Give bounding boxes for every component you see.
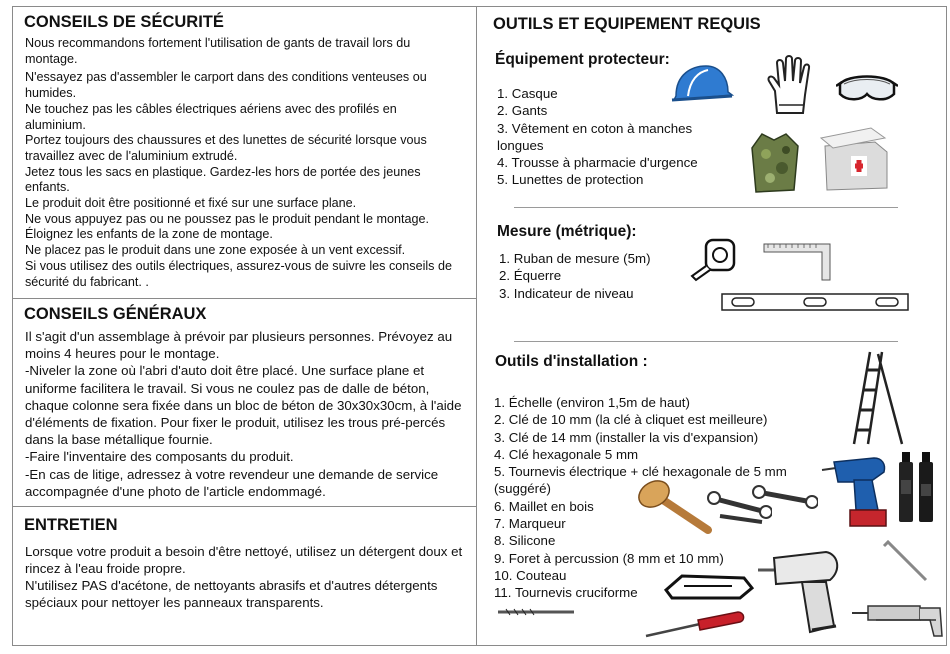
list-item: 5. Lunettes de protection bbox=[497, 172, 644, 188]
first-aid-kit-icon bbox=[817, 122, 891, 194]
safety-line: Si vous utilisez des outils électriques, assurez-vous de suivre les conseils de sécurité du fabricant. . bbox=[25, 258, 452, 289]
list-item: 11. Tournevis cruciforme bbox=[494, 585, 638, 601]
measure-list bbox=[499, 250, 699, 302]
install-title: Outils d'installation : bbox=[495, 353, 648, 370]
list-item: 8. Silicone bbox=[494, 533, 556, 549]
list-item: 5. Tournevis électrique + clé hexagonale de 5 mm (suggéré) bbox=[494, 464, 787, 497]
safety-line: Ne vous appuyez pas ou ne poussez pas le produit pendant le montage. bbox=[25, 211, 429, 226]
knife-icon bbox=[662, 570, 756, 602]
safety-line: Nous recommandons fortement l'utilisation de gants de travail lors du montage. bbox=[25, 36, 411, 66]
general-text bbox=[25, 328, 471, 500]
tools-title: OUTILS ET EQUIPEMENT REQUIS bbox=[493, 15, 761, 33]
general-line: Il s'agit d'un assemblage à prévoir par plusieurs personnes. Prévoyez au moins 4 heures pour le montage. bbox=[25, 329, 453, 362]
general-line: -Faire l'inventaire des composants du produit. bbox=[25, 449, 294, 465]
marker-icon bbox=[916, 450, 936, 524]
goggles-icon bbox=[836, 70, 898, 106]
list-item: 2. Gants bbox=[497, 103, 548, 119]
safety-line: Ne placez pas le produit dans une zone exposée à un vent excessif. bbox=[25, 243, 406, 258]
marker-icon bbox=[896, 450, 916, 524]
list-item: 7. Marqueur bbox=[494, 516, 566, 532]
safety-title: CONSEILS DE SÉCURITÉ bbox=[24, 13, 224, 31]
safety-text bbox=[25, 36, 475, 290]
square-ruler-icon bbox=[760, 240, 834, 284]
measure-title: Mesure (métrique): bbox=[497, 223, 637, 240]
subsection-separator-1 bbox=[514, 207, 898, 208]
maintenance-title: ENTRETIEN bbox=[24, 516, 118, 534]
list-item: 2. Équerre bbox=[499, 268, 562, 284]
maintenance-line: N'utilisez PAS d'acétone, de nettoyants abrasifs et d'autres détergents spéciaux pour nettoyer les panneaux transparents. bbox=[25, 578, 438, 610]
section-divider-2 bbox=[12, 506, 477, 507]
list-item: 1. Échelle (environ 1,5m de haut) bbox=[494, 395, 690, 410]
safety-line: Le produit doit être positionné et fixé sur une surface plane. bbox=[25, 196, 357, 211]
list-item: 3. Clé de 14 mm (installer la vis d'expansion) bbox=[494, 429, 759, 445]
phillips-screwdriver-icon bbox=[642, 606, 748, 640]
list-item: 2. Clé de 10 mm (la clé à cliquet est meilleure) bbox=[494, 412, 768, 428]
general-line: -En cas de litige, adressez à votre revendeur une demande de service accompagnée d'une photo de l'article endommagé. bbox=[25, 466, 439, 499]
gloves-icon bbox=[765, 55, 821, 117]
hammer-drill-icon bbox=[756, 540, 848, 640]
wrench-icon bbox=[752, 482, 818, 512]
list-item: 1. Casque bbox=[497, 86, 558, 101]
drill-bit-icon bbox=[496, 606, 576, 618]
hex-key-icon bbox=[880, 540, 930, 586]
subsection-separator-2 bbox=[514, 341, 898, 342]
helmet-icon bbox=[668, 62, 734, 106]
drill-driver-icon bbox=[820, 448, 892, 530]
list-item: 3. Vêtement en coton à manches longues bbox=[497, 120, 693, 153]
safety-line: Éloignez les enfants de la zone de montage. bbox=[25, 227, 273, 242]
list-item: 4. Trousse à pharmacie d'urgence bbox=[497, 155, 698, 171]
column-divider bbox=[476, 6, 477, 646]
list-item: 1. Ruban de mesure (5m) bbox=[499, 251, 651, 266]
safety-line: Ne touchez pas les câbles électriques aériens avec des profilés en aluminium. bbox=[25, 101, 397, 132]
cotton-jacket-icon bbox=[748, 130, 802, 196]
protective-title: Équipement protecteur: bbox=[495, 51, 670, 68]
general-title: CONSEILS GÉNÉRAUX bbox=[24, 305, 207, 323]
section-divider-1 bbox=[12, 298, 477, 299]
mallet-icon bbox=[636, 478, 712, 536]
spirit-level-icon bbox=[720, 290, 910, 314]
safety-line: Jetez tous les sacs en plastique. Gardez-les hors de portée des jeunes enfants. bbox=[25, 164, 421, 195]
general-line: -Niveler la zone où l'abri d'auto doit être placé. Une surface plane et uniforme facilitera le travail. Si vous ne coulez pas de dalle de béton, chaque colonne sera fixée dans un bloc de béton de 30x30x30cm, à l'aide d'éléments de fixation. Pour fixer le produit, utilisez les trous pré-percés dans la base métallique fournie. bbox=[25, 363, 462, 448]
tape-measure-icon bbox=[688, 236, 740, 282]
maintenance-line: Lorsque votre produit a besoin d'être nettoyé, utilisez un détergent doux et rincez à l'eau froide propre. bbox=[25, 544, 463, 576]
list-item: 9. Foret à percussion (8 mm et 10 mm) bbox=[494, 550, 724, 566]
safety-line: N'essayez pas d'assembler le carport dans des conditions venteuses ou humides. bbox=[25, 70, 427, 101]
maintenance-text bbox=[25, 543, 465, 611]
ladder-icon bbox=[848, 350, 906, 446]
caulking-gun-icon bbox=[850, 598, 946, 640]
list-item: 3. Indicateur de niveau bbox=[499, 285, 634, 301]
safety-line: Portez toujours des chaussures et des lunettes de sécurité lorsque vous travaillez avec de l'aluminium extrudé. bbox=[25, 133, 427, 163]
list-item: 10. Couteau bbox=[494, 567, 567, 583]
list-item: 6. Maillet en bois bbox=[494, 498, 594, 514]
list-item: 4. Clé hexagonale 5 mm bbox=[494, 446, 639, 462]
